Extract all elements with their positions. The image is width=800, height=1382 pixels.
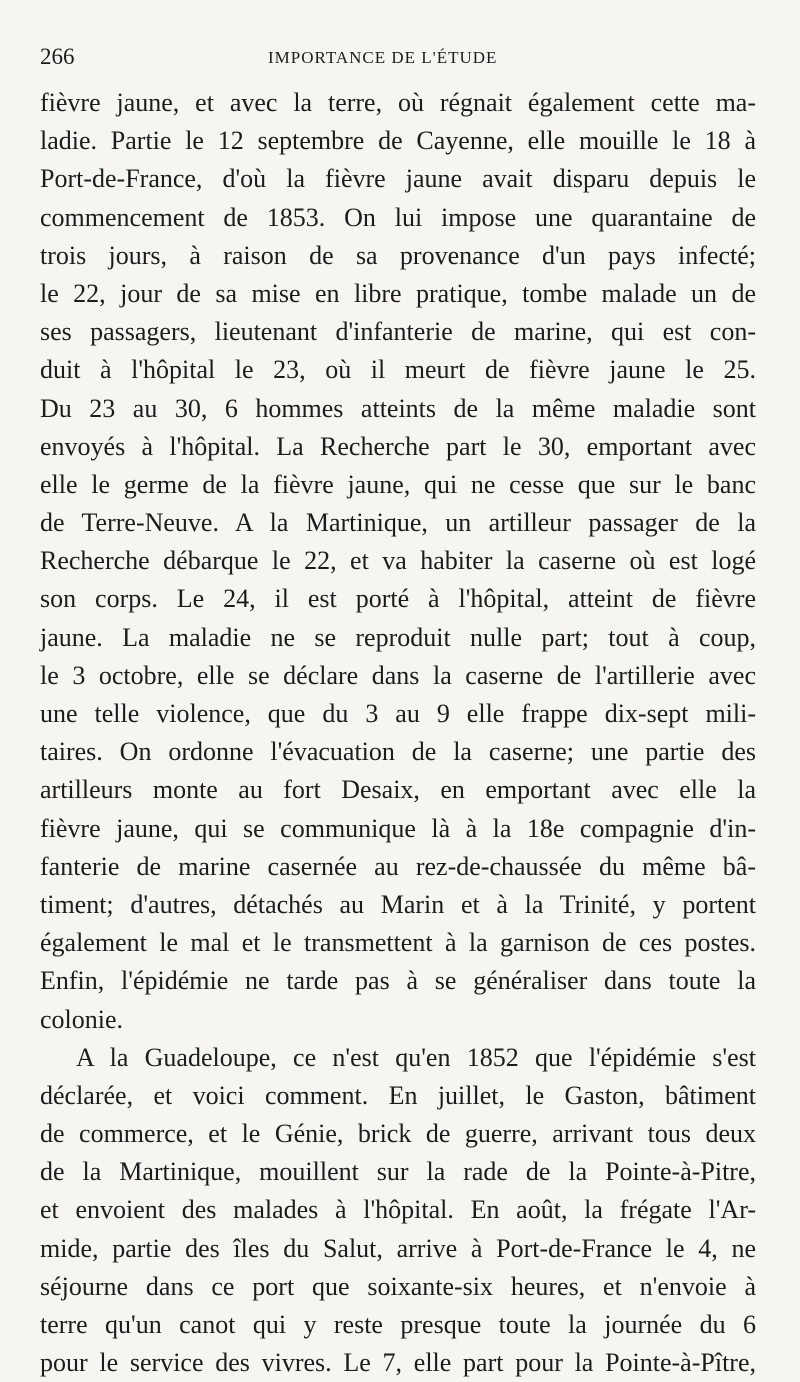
text-line: de commerce, et le Génie, brick de guerre, arrivant tous deux [40, 1119, 756, 1149]
text-line: le 22, jour de sa mise en libre pratique, tombe malade un de [40, 278, 756, 308]
text-line: et envoient des malades à l'hôpital. En août, la frégate l'Ar- [40, 1195, 756, 1225]
text-line: mide, partie des îles du Salut, arrive à Port-de-France le 4, ne [40, 1233, 756, 1263]
text-line: le 3 octobre, elle se déclare dans la caserne de l'artillerie avec [40, 660, 756, 690]
text-line: commencement de 1853. On lui impose une quarantaine de [40, 202, 756, 232]
text-line: une telle violence, que du 3 au 9 elle frappe dix-sept mili- [40, 699, 756, 728]
text-line: déclarée, et voici comment. En juillet, le Gaston, bâtiment [40, 1080, 756, 1110]
text-line: A la Guadeloupe, ce n'est qu'en 1852 que l'épidémie s'est [76, 1042, 756, 1072]
text-line: séjourne dans ce port que soixante-six heures, et n'envoie à [40, 1271, 756, 1301]
text-line: fanterie de marine casernée au rez-de-chaussée du même bâ- [40, 851, 756, 881]
running-title: IMPORTANCE DE L'ÉTUDE [268, 48, 498, 67]
text-line: Recherche débarque le 22, et va habiter la caserne où est logé [40, 546, 756, 576]
text-line: envoyés à l'hôpital. La Recherche part le 30, emportant avec [40, 431, 756, 461]
page-header [40, 44, 756, 84]
text-line: fièvre jaune, qui se communique là à la 18e compagnie d'in- [40, 813, 756, 843]
text-line: ladie. Partie le 12 septembre de Cayenne, elle mouille le 18 à [40, 126, 756, 156]
text-line: ses passagers, lieutenant d'infanterie de marine, qui est con- [40, 317, 756, 347]
text-line: son corps. Le 24, il est porté à l'hôpital, atteint de fièvre [40, 584, 756, 614]
body-text [40, 84, 756, 1382]
text-line: colonie. [40, 1004, 124, 1034]
text-line: pour le service des vivres. Le 7, elle part pour la Pointe-à-Pître, [40, 1348, 756, 1378]
text-line: fièvre jaune, et avec la terre, où régnait également cette ma- [40, 88, 756, 117]
text-line: duit à l'hôpital le 23, où il meurt de fièvre jaune le 25. [40, 355, 756, 385]
text-line: Enfin, l'épidémie ne tarde pas à se généraliser dans toute la [40, 966, 756, 996]
page-number: 266 [40, 44, 75, 69]
text-line: jaune. La maladie ne se reproduit nulle part; tout à coup, [40, 622, 756, 652]
text-line: trois jours, à raison de sa provenance d'un pays infecté; [40, 240, 756, 270]
text-line: Port-de-France, d'où la fièvre jaune avait disparu depuis le [40, 164, 756, 194]
text-line: également le mal et le transmettent à la garnison de ces postes. [40, 928, 756, 958]
text-line: de Terre-Neuve. A la Martinique, un artilleur passager de la [40, 508, 756, 538]
text-line: elle le germe de la fièvre jaune, qui ne cesse que sur le banc [40, 469, 756, 499]
text-line: terre qu'un canot qui y reste presque toute la journée du 6 [40, 1310, 756, 1339]
text-line: artilleurs monte au fort Desaix, en emportant avec elle la [40, 775, 756, 805]
text-line: de la Martinique, mouillent sur la rade de la Pointe-à-Pitre, [40, 1157, 756, 1187]
text-line: timent; d'autres, détachés au Marin et à la Trinité, y portent [40, 889, 756, 919]
text-line: taires. On ordonne l'évacuation de la caserne; une partie des [40, 737, 756, 767]
text-line: Du 23 au 30, 6 hommes atteints de la même maladie sont [40, 393, 756, 423]
